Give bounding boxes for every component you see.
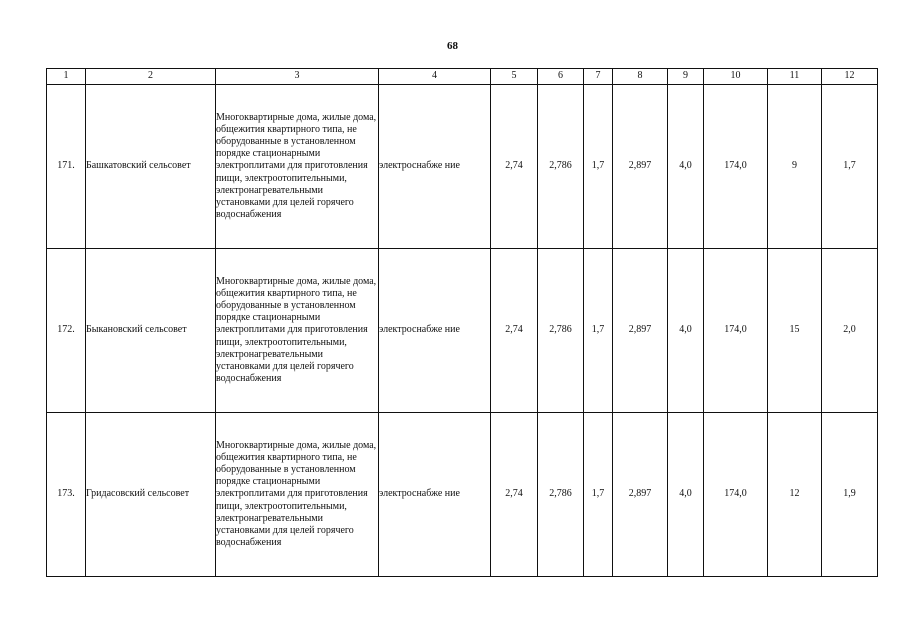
column-header: 8 xyxy=(613,69,668,85)
value-col-10: 174,0 xyxy=(704,85,768,249)
column-header: 12 xyxy=(822,69,878,85)
utility-type: электроснабже ние xyxy=(379,249,491,413)
value-col-9: 4,0 xyxy=(668,85,704,249)
value-col-8: 2,897 xyxy=(613,249,668,413)
table-row xyxy=(47,249,878,413)
value-col-12: 1,9 xyxy=(822,413,878,577)
value-col-9: 4,0 xyxy=(668,413,704,577)
table-row xyxy=(47,413,878,577)
value-col-12: 2,0 xyxy=(822,249,878,413)
housing-description: Многоквартирные дома, жилые дома, общежития квартирного типа, не оборудованные в установленном порядке стационарными электроплитами для приготовления пищи, электроотопительными, электронагревательными установками для целей горячего водоснабжения xyxy=(216,249,379,413)
column-header: 11 xyxy=(768,69,822,85)
column-header: 2 xyxy=(86,69,216,85)
page-number: 68 xyxy=(447,40,458,52)
column-header: 4 xyxy=(379,69,491,85)
row-number: 172. xyxy=(47,249,86,413)
settlement-name: Быкановский сельсовет xyxy=(86,249,216,413)
value-col-11: 12 xyxy=(768,413,822,577)
column-header: 10 xyxy=(704,69,768,85)
housing-description: Многоквартирные дома, жилые дома, общежития квартирного типа, не оборудованные в установленном порядке стационарными электроплитами для приготовления пищи, электроотопительными, электронагревательными установками для целей горячего водоснабжения xyxy=(216,413,379,577)
column-header: 5 xyxy=(491,69,538,85)
value-col-7: 1,7 xyxy=(584,85,613,249)
value-col-7: 1,7 xyxy=(584,249,613,413)
utility-type: электроснабже ние xyxy=(379,413,491,577)
value-col-6: 2,786 xyxy=(538,85,584,249)
value-col-12: 1,7 xyxy=(822,85,878,249)
value-col-6: 2,786 xyxy=(538,249,584,413)
column-header: 6 xyxy=(538,69,584,85)
value-col-8: 2,897 xyxy=(613,413,668,577)
settlement-name: Башкатовский сельсовет xyxy=(86,85,216,249)
value-col-7: 1,7 xyxy=(584,413,613,577)
value-col-6: 2,786 xyxy=(538,413,584,577)
value-col-10: 174,0 xyxy=(704,249,768,413)
column-header: 9 xyxy=(668,69,704,85)
header-row xyxy=(47,69,878,85)
value-col-11: 9 xyxy=(768,85,822,249)
utility-type: электроснабже ние xyxy=(379,85,491,249)
value-col-5: 2,74 xyxy=(491,85,538,249)
value-col-9: 4,0 xyxy=(668,249,704,413)
value-col-10: 174,0 xyxy=(704,413,768,577)
tariff-table xyxy=(46,68,878,577)
value-col-5: 2,74 xyxy=(491,413,538,577)
row-number: 171. xyxy=(47,85,86,249)
column-header: 1 xyxy=(47,69,86,85)
table-row xyxy=(47,85,878,249)
column-header: 7 xyxy=(584,69,613,85)
settlement-name: Гридасовский сельсовет xyxy=(86,413,216,577)
value-col-5: 2,74 xyxy=(491,249,538,413)
housing-description: Многоквартирные дома, жилые дома, общежития квартирного типа, не оборудованные в установленном порядке стационарными электроплитами для приготовления пищи, электроотопительными, электронагревательными установками для целей горячего водоснабжения xyxy=(216,85,379,249)
value-col-8: 2,897 xyxy=(613,85,668,249)
value-col-11: 15 xyxy=(768,249,822,413)
column-header: 3 xyxy=(216,69,379,85)
row-number: 173. xyxy=(47,413,86,577)
